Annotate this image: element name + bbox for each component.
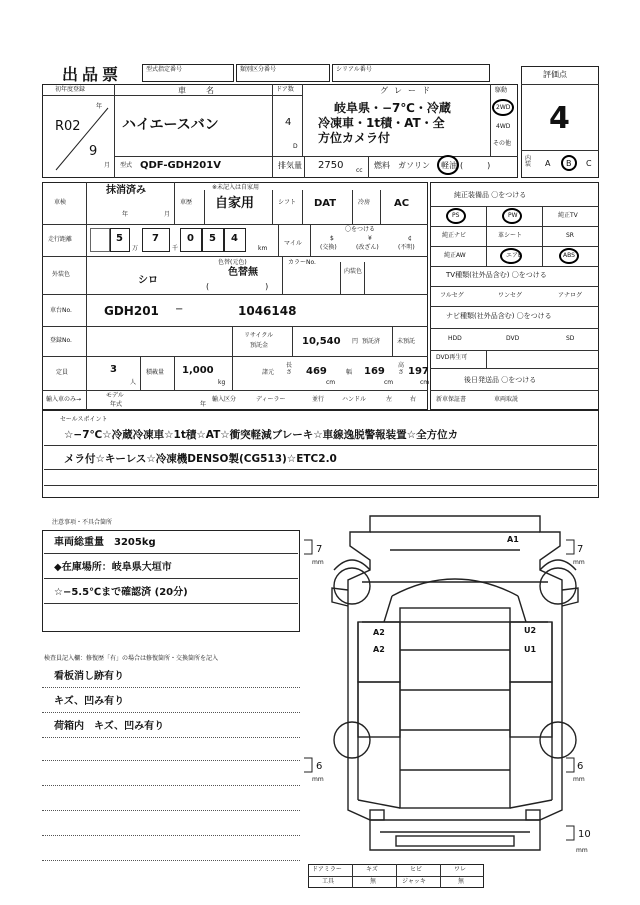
ac-value: AC [394,198,410,209]
length-value: 469 [306,366,327,377]
chassis-label: 車台No. [50,307,72,314]
car-name-label: 車名 [178,86,234,95]
capacity-unit: 人 [130,379,137,386]
chassis-prefix: GDH201 [104,304,159,318]
meter-opt-2: ¥ [368,235,372,242]
mile-label: マイル [284,240,302,247]
era-year: R02 [55,119,81,134]
fuel-diesel: 軽油 [441,161,457,170]
load-value: 1,000 [182,365,214,376]
mileage-digit-1: 5 [116,233,123,244]
navi-title: ナビ種類(社外品含む) 〇をつける [446,312,552,320]
repaint-paren: ( ) [206,282,269,291]
chassis-number: 1046148 [238,304,297,318]
serial-label: シリアル番号 [336,66,372,73]
unit-sen: 千 [172,245,179,252]
dealer-option: ディーラー [256,396,286,403]
equip-abs: ABS [563,252,575,259]
fuel-paren: ( ) [460,161,491,170]
height-unit: cm [420,379,430,386]
history-label: 車歴 [180,199,193,206]
equip-navi: 純正ナビ [442,232,467,239]
legend-header-scratch: キズ [366,866,378,873]
exterior-value: シロ [138,275,158,286]
meter-opt-3: ¢ [408,235,412,242]
tv-title: TV種類(社外品含む) 〇をつける [446,271,547,279]
mileage-digit-2: 7 [152,233,159,244]
recycle-value: 10,540 [302,336,341,347]
handle-right: 右 [410,396,417,403]
equip-airbag-circle [500,248,522,264]
model-cert-label: 型式指定番号 [146,66,183,73]
month-unit: 月 [104,162,111,169]
shift-label: シフト [278,199,297,206]
tread-unit-spare: mm [576,847,588,854]
capacity-value: 3 [110,364,117,375]
equip-tv: 純正TV [558,212,578,219]
ac-label: 冷房 [358,199,371,206]
recycle-paid: 預託済 [362,338,381,345]
color-no-label: カラーNo. [288,259,316,266]
drive-2wd-circle [492,99,514,116]
inspector-line-3: 荷箱内 キズ、凹み有り [54,721,165,732]
equipment-title: 純正装備品 〇をつける [454,191,527,199]
equip-pw: PW [508,212,518,219]
meter-circle-note: 〇をつける [345,226,376,233]
doors: 4 [285,117,292,128]
tread-front-right: 7 [577,544,584,555]
meter-opt-2-desc: (改ざん) [356,244,379,251]
inspection-year-unit: 年 [122,211,129,218]
load-unit: kg [218,379,226,386]
tv-opt-2: ワンセグ [498,292,523,299]
repaint-value: 色替無 [228,267,258,278]
height-label: 高さ [398,362,405,376]
equip-aw: 純正AW [444,252,466,259]
mark-left-a2-upper: A2 [373,628,385,637]
equip-leather: 革シート [498,232,523,239]
import-type-label: 輸入区分 [212,396,237,403]
tv-opt-3: アナログ [558,292,583,299]
tread-spare: 10 [578,829,591,840]
unit-man: 万 [132,245,139,252]
car-name: ハイエースバン [122,117,219,133]
equip-pw-circle [502,208,522,224]
grade-label: グレード [380,86,436,95]
chassis-dash: − [175,304,184,315]
navi-opt-1: HDD [448,335,462,342]
capacity-label: 定員 [56,369,69,376]
width-label: 幅 [346,369,353,376]
equip-airbag: エアB [506,252,523,259]
aftermarket-title: 後日発送品 〇をつける [464,376,537,384]
exterior-label: 外装色 [52,271,71,278]
model-type: QDF-GDH201V [140,160,221,171]
equip-ps-circle [446,208,466,224]
model-year-label-2: 年式 [110,401,123,408]
grade-line-3: 方位カメラ付 [318,131,391,145]
import-label: 輸入車のみ→ [46,396,82,403]
legend-jack-value: 無 [458,878,465,885]
notes-line-2: ◆在庫場所：岐阜県大垣市 [54,562,172,573]
grade-line-2: 冷凍車・1t積・AT・全 [318,116,445,130]
mark-right-u1: U1 [524,645,537,654]
history-note: ※未記入は自家用 [212,184,260,191]
length-unit: cm [326,379,336,386]
mileage-digit-5: 4 [231,233,238,244]
inspection-month-unit: 月 [164,211,171,218]
interior-a: A [545,159,551,168]
mileage-label: 走行距離 [48,236,73,243]
tread-front-left: 7 [316,544,323,555]
history-value: 自家用 [215,196,255,211]
tread-rear-left: 6 [316,761,323,772]
aftermarket-opt-1: 新車保証書 [436,396,467,403]
legend-tools-value: 無 [370,878,377,885]
month: 9 [89,144,98,159]
slash-divider [46,98,112,176]
repaint-label: 色替(元色) [218,259,247,266]
class-label: 類別区分番号 [240,66,277,73]
handle-label: ハンドル [342,396,367,403]
tread-unit-rr: mm [573,776,585,783]
disp-value: 2750 [318,160,344,171]
navi-opt-3: SD [566,335,575,342]
legend-header-break: ワレ [454,866,467,873]
equip-abs-circle [559,248,579,264]
navi-opt-2: DVD [506,335,520,342]
equip-ps: PS [452,212,460,219]
grade-line-1: 岐阜県・−7℃・冷蔵 [334,101,451,115]
legend-header-crack: ヒビ [410,866,423,873]
recycle-unpaid: 未預託 [397,338,416,345]
length-label: 長さ [286,362,293,376]
tread-unit-rl: mm [312,776,324,783]
legend-tools: 工具 [322,878,335,885]
load-label: 積載量 [146,369,165,376]
drive-4wd: 4WD [496,123,511,130]
interior-label: 内装 [525,155,532,168]
inspection-value: 抹消済み [106,185,146,196]
tread-rear-right: 6 [577,761,584,772]
sales-label: セールスポイント [60,416,108,423]
dims-label: 諸元 [262,369,275,376]
inspector-label: 検査員記入欄：修復歴「有」の場合は修復箇所・交換箇所を記入 [44,655,219,662]
recycle-unit: 円 [352,338,359,345]
inspection-label: 車検 [54,199,67,206]
year-unit: 年 [96,103,103,110]
first-reg-label: 初年度登録 [55,86,86,93]
legend-header-mirror: ドアミラー [312,866,342,873]
tread-unit-fr: mm [573,559,585,566]
tv-opt-1: フルセグ [440,292,464,299]
width-unit: cm [384,379,394,386]
legend-jack: ジャッキ [402,878,426,885]
shift-value: DAT [314,198,337,209]
import-year-unit: 年 [200,401,207,408]
interior-color-label: 内装色 [344,268,363,275]
doc-title: 出品票 [62,65,123,84]
notes-label: 注意事項・不具合箇所 [52,519,113,526]
model-type-label: 型式 [120,162,133,169]
fuel-gasoline: ガソリン [398,161,430,170]
recycle-label-1: リサイクル [244,332,274,339]
mark-front-a1: A1 [507,535,519,544]
drive-other: その他 [493,140,512,147]
drive-label: 駆動 [495,87,508,94]
inspector-line-2: キズ、凹み有り [54,696,125,707]
interior-b-circle [561,155,577,171]
reg-no-label: 登録No. [50,337,72,344]
mileage-digit-4: 5 [209,233,216,244]
score-label: 評価点 [543,70,567,79]
doors-label: ドア数 [276,86,294,93]
notes-line-3: ☆−5.5℃まで確認済 (20分) [54,587,188,598]
fuel-label: 燃料 [374,161,390,170]
disp-label: 排気量 [278,161,302,170]
height-value: 197 [408,366,429,377]
aftermarket-opt-2: 車両取説 [494,396,519,403]
handle-left: 左 [386,396,393,403]
car-diagram [300,510,610,870]
parallel-option: 並行 [312,396,325,403]
recycle-label-2: 預託金 [250,342,269,349]
unit-km: km [258,245,268,252]
meter-opt-3-desc: (不明) [398,244,415,251]
width-value: 169 [364,366,385,377]
mark-right-u2: U2 [524,626,537,635]
meter-opt-1: $ [330,235,334,242]
mark-left-a2-lower: A2 [373,645,385,654]
inspector-line-1: 看板消し跡有り [54,671,124,682]
score-value: 4 [549,101,570,136]
doors-unit: D [293,143,298,150]
disp-unit: cc [356,167,363,174]
interior-c: C [586,159,592,168]
tread-unit-fl: mm [312,559,324,566]
interior-b: B [566,159,572,168]
notes-line-1: 車両総重量 3205kg [54,537,156,548]
equip-sr: SR [566,232,574,239]
drive-2wd: 2WD [496,104,511,111]
mileage-digit-3: 0 [187,233,194,244]
dvd-label: DVD再生可 [436,354,468,361]
model-year-label-1: モデル [106,392,124,399]
meter-opt-1-desc: (交換) [320,244,337,251]
sales-line-2: メラ付☆キーレス☆冷凍機DENSO製(CG513)☆ETC2.0 [64,453,337,465]
sales-line-1: ☆−7℃☆冷蔵冷凍車☆1t積☆AT☆衝突軽減ブレーキ☆車線逸脱警報装置☆全方位カ [64,429,459,441]
fuel-diesel-circle [437,155,459,175]
